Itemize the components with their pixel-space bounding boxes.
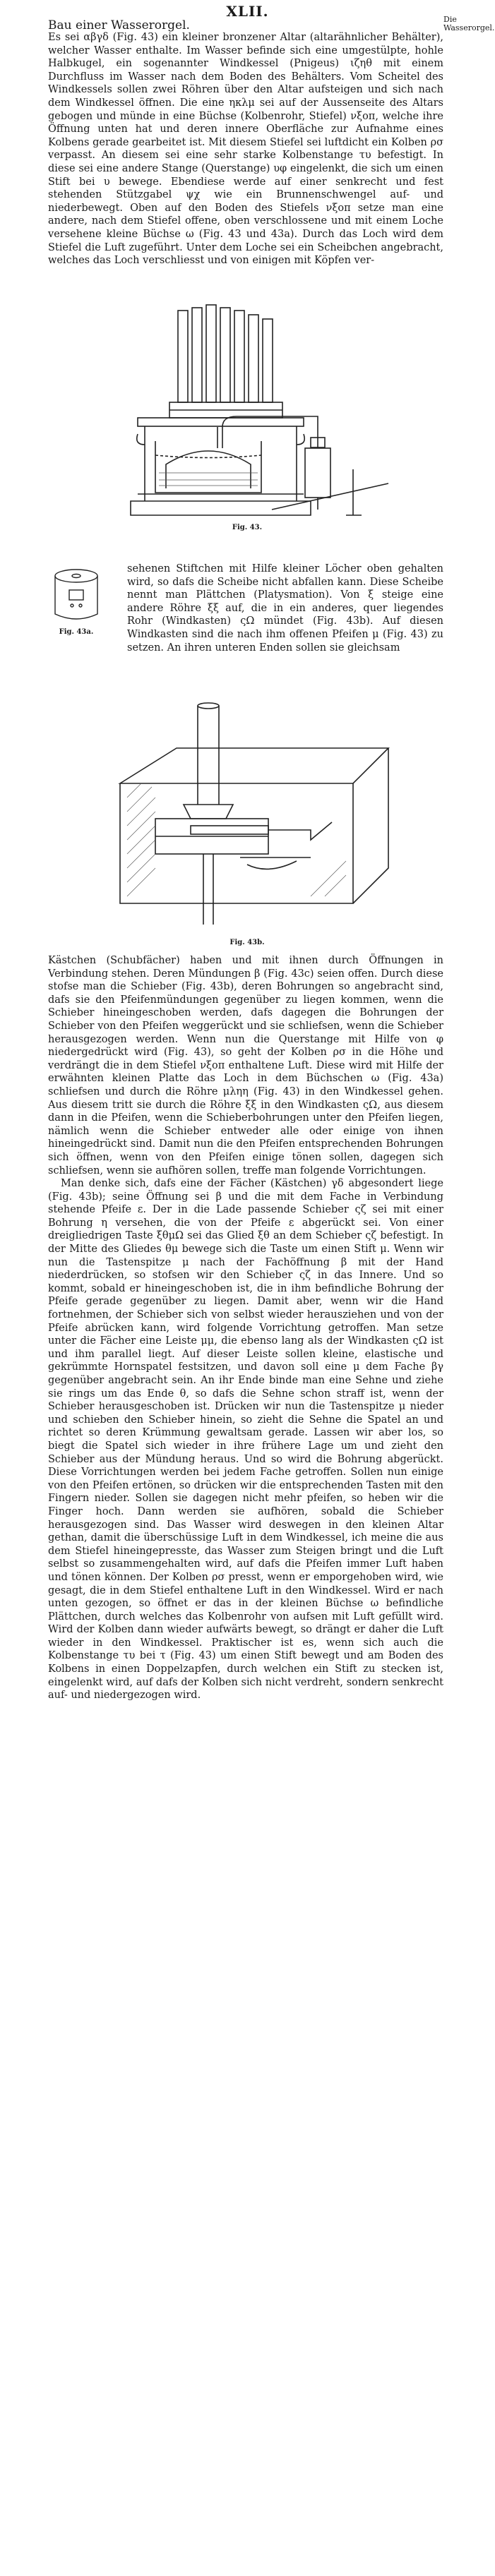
- margin-note: Die Wasserorgel.: [443, 15, 495, 32]
- paragraph: sehenen Stiftchen mit Hilfe kleiner Löcher oben gehalten wird, so dafs die Scheibe nicht abfallen kann. Diese Scheibe nennt man Plättchen (Platysmation). Von ξ steige eine andere Röhre ξξ auf, die in ein anderes, quer liegendes Rohr (Windkasten) ςΩ mündet (Fig. 43b). Auf diesen Windkasten sind die nach ihm offenen Pfeifen μ (Fig. 43) zu setzen. An ihren unteren Enden sollen sie gleichsam: [127, 563, 443, 654]
- paragraph: Man denke sich, dafs eine der Fächer (Kästchen) γδ abgesondert liege (Fig. 43b); seine Öffnung sei β und die mit dem Fache in Verbindung stehende Pfeife ε. Der in die Lade passende Schieber ςζ sei mit einer Bohrung η versehen, die von der Pfeife ε abgerückt sei. Von einer dreigliedrigen Taste ξθμΩ sei das Glied ξθ an dem Schieber ςζ befestigt. In der Mitte des Gliedes θμ bewege sich die Taste um einen Stift μ. Wenn wir nun die Tastenspitze μ nach der Fachöffnung β mit der Hand niederdrücken, so stofsen wir den Schieber ςζ in das Innere. Und so kommt, sobald er hineingeschoben ist, die in ihm befindliche Bohrung der Pfeife gerade gegenüber zu liegen. Damit aber, wenn wir die Hand fortnehmen, der Schieber sich von selbst wieder herausziehen und von der Pfeife abrücken kann, wird folgende Vorrichtung getroffen. Man setze unter die Fächer eine Leiste μμ, die ebenso lang als der Windkasten ςΩ ist und ihm parallel liegt. Auf dieser Leiste sollen kleine, elastische und gekrümmte Hornspatel festsitzen, und davon soll eine μ dem Fache βγ gegenüber angebracht sein. An ihr Ende binde man eine Sehne und ziehe sie rings um das Ende θ, so dafs die Sehne schon straff ist, wenn der Schieber herausgeschoben ist. Drücken wir nun die Tastenspitze μ nieder und schieben den Schieber hinein, so zieht die Sehne die Spatel an und richtet so deren Krümmung gewaltsam gerade. Lassen wir aber los, so biegt die Spatel sich wieder in ihre frühere Lage um und zieht den Schieber aus der Mündung heraus. Und so wird die Bohrung abgerückt. Diese Vorrichtungen werden bei jedem Fache getroffen. Sollen nun einige von den Pfeifen ertönen, so drücken wir die entsprechenden Tasten mit den Fingern nieder. Sollen sie dagegen nicht mehr pfeifen, so heben wir die Finger hoch. Dann werden sie aufhören, sobald die Schieber herausgezogen sind. Das Wasser wird deswegen in den kleinen Altar gethan, damit die überschüssige Luft in dem Windkessel, ich meine die aus dem Stiefel hineingepresste, das Wasser zum Steigen bringt und die Luft selbst so zusammengehalten wird, auf dafs die Pfeifen immer Luft haben und tönen können. Der Kolben ρσ presst, wenn er emporgehoben wird, wie gesagt, die in dem Stiefel enthaltene Luft in den Windkessel. Wird er nach unten gezogen, so öffnet er das in der kleinen Büchse ω befindliche Plättchen, durch welches das Kolbenrohr von aufsen mit Luft gefüllt wird. Wird der Kolben dann wieder aufwärts bewegt, so drängt er daher die Luft wieder in den Windkessel. Praktischer ist es, wenn sich auch die Kolbenstange τυ bei τ (Fig. 43) um einen Stift bewegt und am Boden des Kolbens in einen Doppelzapfen, durch welchen ein Stift zu stecken ist, eingelenkt wird, auf dafs der Kolben sich nicht verdreht, sondern senkrecht auf- und niedergezogen wird.: [48, 1178, 443, 1702]
- paragraph: Kästchen (Schubfächer) haben und mit ihnen durch Öffnungen in Verbindung stehen. Deren Mündungen β (Fig. 43c) seien offen. Durch diese stofse man die Schieber (Fig. 43b), deren Bohrungen so angebracht sind, dafs sie den Pfeifenmündungen gegenüber zu liegen kommen, wenn die Schieber hineingeschoben werden, dafs dagegen die Bohrungen der Schieber von den Pfeifen weggerückt und sie schliefsen, wenn die Schieber herausgezogen werden. Wenn nun die Querstange mit Hilfe von φ niedergedrückt wird (Fig. 43), so geht der Kolben ρσ in die Höhe und verdrängt die in dem Stiefel νξοπ enthaltene Luft. Diese wird mit Hilfe der erwähnten kleinen Platte das Loch in dem Büchschen ω (Fig. 43a) schliefsen und durch die Röhre μληη (Fig. 43) in den Windkessel gehen. Aus diesem tritt sie durch die Röhre ξξ in den Windkasten ςΩ, aus diesem dann in die Pfeifen, wenn die Schieberbohrungen unter den Pfeifen liegen, nämlich wenn die Schieber entweder alle oder einige von ihnen hineingedrückt sind. Damit nun die den Pfeifen entsprechenden Bohrungen sich öffnen, wenn von den Pfeifen einige tönen sollen, dagegen sich schliefsen, wenn sie aufhören sollen, treffe man folgende Vorrichtungen.: [48, 955, 443, 1176]
- text-block-bottom: [48, 954, 443, 1702]
- figure-43b: [99, 699, 395, 932]
- figure-43: [99, 303, 395, 519]
- figure-43a: [48, 565, 105, 628]
- chapter-number: XLII.: [226, 3, 269, 20]
- paragraph: Es sei αβγδ (Fig. 43) ein kleiner bronzener Altar (altarähnlicher Behälter), welcher Wasser enthalte. Im Wasser befinde sich eine umgestülpte, hohle Halbkugel, ein sogenannter Windkessel (Pnigeus) ιζηθ mit einem Durchfluss im Wasser nach dem Boden des Behälters. Vom Scheitel des Windkessels sollen zwei Röhren über den Altar aufsteigen und sich nach dem Windkessel öffnen. Die eine ηκλμ sei auf der Aussenseite des Altars gebogen und münde in eine Büchse (Kolbenrohr, Stiefel) νξοπ, welche ihre Öffnung unten hat und deren innere Oberfläche zur Aufnahme eines Kolbens gerade gearbeitet ist. Mit diesem Stiefel sei luftdicht ein Kolben ρσ verpasst. An diesem sei eine sehr starke Kolbenstange τυ befestigt. In diese sei eine andere Stange (Querstange) υφ eingelenkt, die sich um einen Stift bei υ bewege. Ebendiese werde auf einer senkrecht und fest stehenden Stützgabel ψχ wie ein Brunnenschwengel auf- und niederbewegt. Oben auf den Boden des Stiefels νξοπ setze man eine andere, nach dem Stiefel offene, oben verschlossene und mit einem Loche versehene kleine Büchse ω (Fig. 43 und 43a). Durch das Loch wird dem Stiefel die Luft zugeführt. Unter dem Loche sei ein Scheibchen angebracht, welches das Loch verschliesst und von einigen mit Köpfen ver-: [48, 32, 443, 267]
- figure-43-caption: Fig. 43.: [232, 524, 263, 531]
- text-block-top: [48, 31, 443, 267]
- text-block-middle: [127, 562, 443, 654]
- figure-43a-caption: Fig. 43a.: [59, 628, 94, 636]
- running-head: Bau einer Wasserorgel.: [48, 18, 190, 32]
- figure-43b-caption: Fig. 43b.: [229, 939, 265, 946]
